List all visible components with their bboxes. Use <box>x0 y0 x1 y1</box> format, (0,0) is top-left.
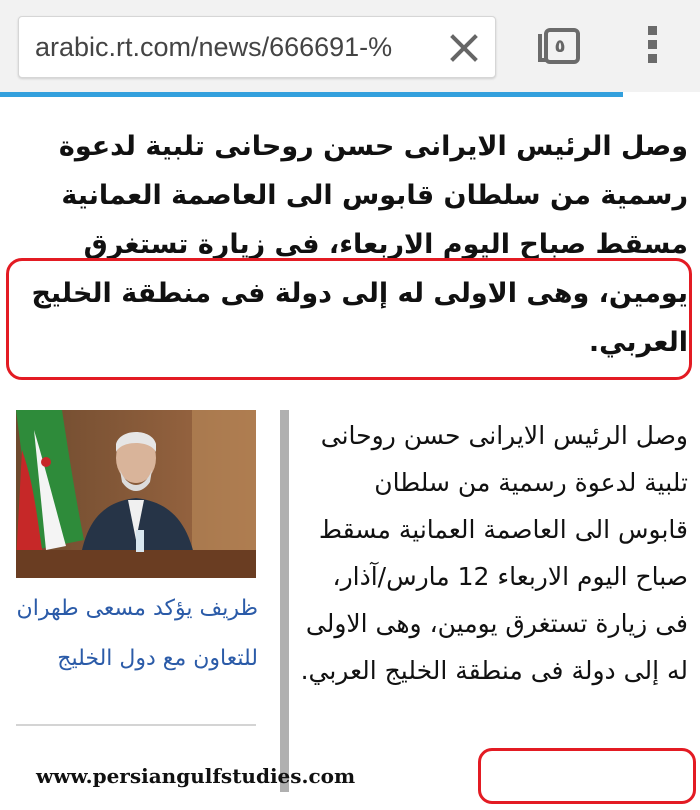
article-headline: وصل الرئيس الايرانى حسن روحانى تلبية لدعوة رسمية من سلطان قابوس الى العاصمة العمانية مسقط صباح اليوم الاربعاء، فى زيارة تستغرق يومين، وهى الاولى له إلى دولة فى منطقة الخليج العربي. <box>31 131 688 358</box>
tab-count: ٥ <box>554 36 566 57</box>
article-body: وصل الرئيس الايرانى حسن روحانى تلبية لدعوة رسمية من سلطان قابوس الى العاصمة العمانية مسقط صباح اليوم الاربعاء 12 مارس/آذار، فى زيارة تستغرق يومين، وهى الاولى له إلى دولة فى منطقة الخليج العربي. <box>300 421 688 685</box>
highlight-box-headline <box>6 258 692 380</box>
quote-bar <box>280 410 289 792</box>
watermark: www.persiangulfstudies.com <box>36 764 356 788</box>
url-text[interactable]: arabic.rt.com/news/666691-% <box>35 32 393 62</box>
browser-toolbar <box>0 0 700 92</box>
overflow-menu-icon[interactable] <box>642 26 662 70</box>
related-divider <box>16 724 256 726</box>
address-bar[interactable] <box>18 16 496 78</box>
highlight-box-body <box>478 748 696 804</box>
close-icon[interactable] <box>445 29 483 67</box>
page-load-progress <box>0 92 623 97</box>
related-story-image[interactable] <box>16 410 256 578</box>
tabs-icon[interactable] <box>536 24 584 70</box>
related-story-link[interactable]: ظريف يؤكد مسعى طهران للتعاون مع دول الخليج <box>16 596 258 671</box>
